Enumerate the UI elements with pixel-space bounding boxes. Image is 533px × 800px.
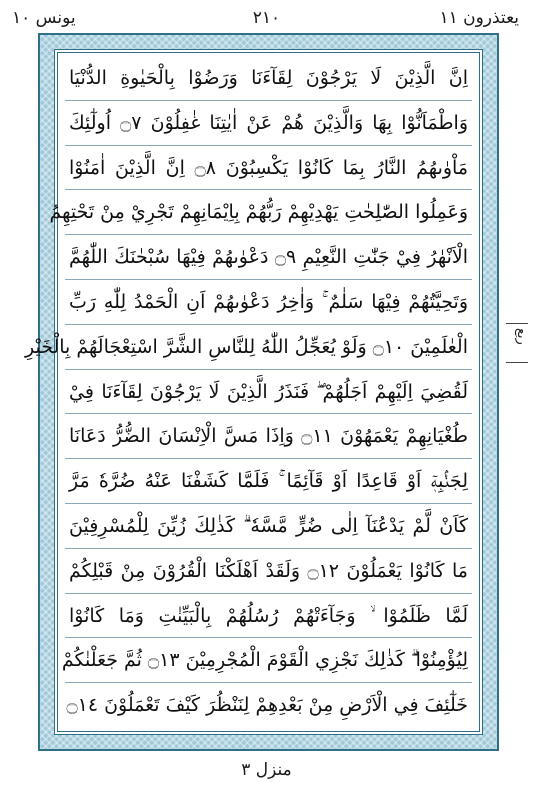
verse-line: خَلٰٓئِفَ فِي الْاَرْضِ مِنْ بَعْدِهِمْ لِنَنْظُرَ كَيْفَ تَعْمَلُوْنَ ۝١٤ <box>66 694 468 717</box>
margin-rule-top <box>506 323 528 324</box>
verse-line: اِنَّ الَّذِيْنَ لَا يَرْجُوْنَ لِقَآءَنَا وَرَضُوْا بِالْحَيٰوةِ الدُّنْيَا <box>65 56 472 101</box>
verse-line: لَمَّا ظَلَمُوْا ۙ وَجَآءَتْهُمْ رُسُلُهُمْ بِالْبَيِّنٰتِ وَمَا كَانُوْا <box>65 594 472 639</box>
verse-line: مَاْوٰىهُمُ النَّارُ بِمَا كَانُوْا يَكْسِبُوْنَ ۝٨ اِنَّ الَّذِيْنَ اٰمَنُوْا <box>65 146 472 191</box>
verse-line: وَتَحِيَّتُهُمْ فِيْهَا سَلٰمٌ ۚ وَاٰخِرُ دَعْوٰىهُمْ اَنِ الْحَمْدُ لِلّٰهِ رَبِّ <box>65 280 472 325</box>
verse-lines <box>25 56 472 728</box>
page-number: ٢١٠ <box>252 8 281 28</box>
verse-line: طُغْيَانِهِمْ يَعْمَهُوْنَ ۝١١ وَاِذَا مَسَّ الْاِنْسَانَ الضُّرُّ دَعَانَا <box>65 414 472 459</box>
verse-line: لِيُؤْمِنُوْا ۗ كَذٰلِكَ نَجْزِي الْقَوْمَ الْمُجْرِمِيْنَ ۝١٣ ثُمَّ جَعَلْنٰكُمْ <box>65 638 472 683</box>
margin-rule-bottom <box>506 362 528 363</box>
margin-note: ربع <box>514 328 529 345</box>
para-label: يعتذرون ١١ <box>439 8 519 28</box>
juz-label: يونس ١٠ <box>12 8 76 28</box>
verse-line: مَا كَانُوْا يَعْمَلُوْنَ ۝١٢ وَلَقَدْ اَهْلَكْنَا الْقُرُوْنَ مِنْ قَبْلِكُمْ <box>65 549 472 594</box>
verse-line: وَعَمِلُوا الصّٰلِحٰتِ يَهْدِيْهِمْ رَبُّهُمْ بِاِيْمَانِهِمْ تَجْرِيْ مِنْ تَحْتِهِمُ <box>65 190 472 235</box>
verse-line: الْاَنْهٰرُ فِيْ جَنّٰتِ النَّعِيْمِ ۝٩ دَعْوٰىهُمْ فِيْهَا سُبْحٰنَكَ اللّٰهُمَّ <box>65 235 472 280</box>
verse-line: كَاَنْ لَّمْ يَدْعُنَآ اِلٰى ضُرٍّ مَّسَّهٗ ۗ كَذٰلِكَ زُيِّنَ لِلْمُسْرِفِيْنَ <box>65 504 472 549</box>
verse-line: لِجَنْۢبِهٖٓ اَوْ قَاعِدًا اَوْ قَآئِمًا ۚ فَلَمَّا كَشَفْنَا عَنْهُ ضُرَّهٗ مَرَّ <box>65 459 472 504</box>
page-border-frame <box>25 33 499 751</box>
manzil-label: منزل ٣ <box>241 760 292 780</box>
text-panel <box>25 49 483 735</box>
verse-line: وَاطْمَاَنُّوْا بِهَا وَالَّذِيْنَ هُمْ عَنْ اٰيٰتِنَا غٰفِلُوْنَ ۝٧ اُولٰٓئِكَ <box>65 101 472 146</box>
verse-line: لَقُضِيَ اِلَيْهِمْ اَجَلُهُمْ ۖ فَنَذَرُ الَّذِيْنَ لَا يَرْجُوْنَ لِقَآءَنَا فِيْ <box>65 370 472 415</box>
verse-line: الْعٰلَمِيْنَ ۝١٠ وَلَوْ يُعَجِّلُ اللّٰهُ لِلنَّاسِ الشَّرَّ اسْتِعْجَالَهُمْ بِالْخَيْرِ <box>65 325 472 370</box>
